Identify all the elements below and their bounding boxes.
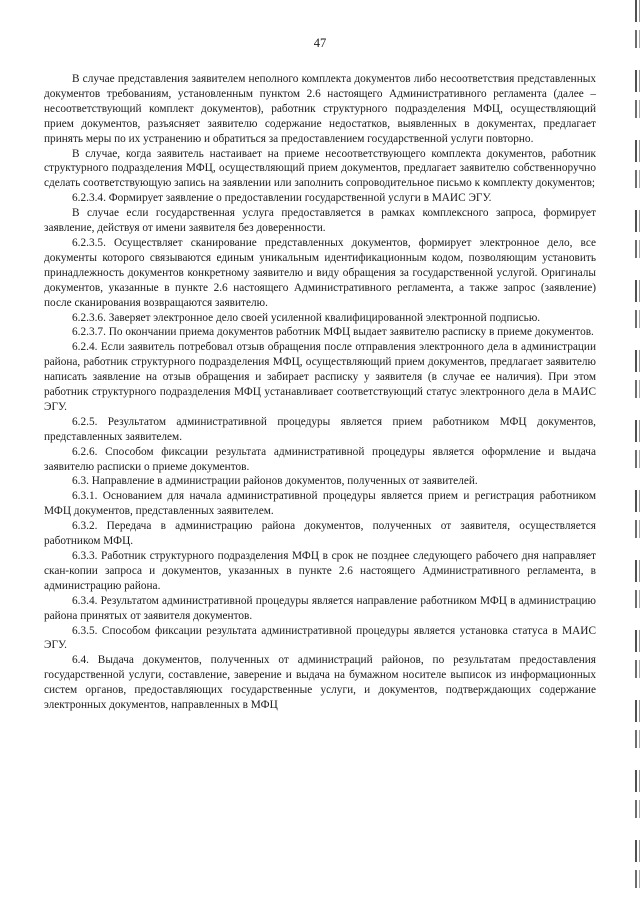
paragraph: 6.2.3.5. Осуществляет сканирование представленных документов, формирует электронное дело, все документы которого связываются единым уникальным идентификационным кодом, позволяющим установить принадлежность документов конкретному заявителю и виду обращения за государственной услугой. Оригиналы документов, указанные в пункте 2.6 настоящего Административного регламента, а также запрос (заявление) после сканирования возвращаются заявителю. (44, 236, 596, 309)
paragraph: 6.3.2. Передача в администрацию района документов, полученных от заявителя, осуществляется работником МФЦ. (44, 520, 596, 548)
paragraph: 6.2.3.7. По окончании приема документов работник МФЦ выдает заявителю расписку в приеме документов. (72, 326, 594, 339)
paragraph: 6.2.4. Если заявитель потребовал отзыв обращения после отправления электронного дела в администрации района, работник структурного подразделения МФЦ, осуществляющий прием документов, предлагает заявителю написать заявление на отзыв обращения и забирает расписку у заявителя (в случае ее наличия). При этом работник структурного подразделения МФЦ устанавливает соответствующий статус электронного дела в МАИС ЭГУ. (44, 341, 596, 413)
paragraph: В случае представления заявителем неполного комплекта документов либо несоответствия представленных документов требованиям, установленным пунктом 2.6 настоящего Административного регламента (далее – несоответствующий комплект документов), работник структурного подразделения МФЦ, осуществляющий прием документов, разъясняет заявителю содержание недостатков, выявленных в документах, предлагает принять меры по их устранению и обратиться за предоставлением государственной услуги повторно. (44, 73, 596, 145)
paragraph: 6.2.3.4. Формирует заявление о предоставлении государственной услуги в МАИС ЭГУ. (72, 192, 492, 205)
paragraph: 6.2.3.6. Заверяет электронное дело своей усиленной квалифицированной электронной подписью. (72, 311, 541, 324)
section-heading: 6.3. Направление в администрации районов документов, полученных от заявителей. (72, 475, 478, 488)
paragraph: 6.3.3. Работник структурного подразделения МФЦ в срок не позднее следующего рабочего дня направляет скан-копии запроса и документов, указанных в пункте 2.6 настоящего Административного регламента, в администрацию района. (44, 550, 596, 592)
paragraph: 6.3.5. Способом фиксации результата административной процедуры является установка статуса в МАИС ЭГУ. (44, 624, 596, 652)
section-heading: 6.4. Выдача документов, полученных от администраций районов, по результатам предоставления государственной услуги, составление, заверение и выдача на бумажном носителе выписок из информационных систем органов, предоставляющих государственные услуги, и документов, подтверждающих содержание электронных документов, направленных в МФЦ (44, 654, 596, 712)
paragraph: В случае если государственная услуга предоставляется в рамках комплексного запроса, формирует заявление, действуя от имени заявителя без доверенности. (44, 207, 596, 235)
paragraph: 6.3.1. Основанием для начала административной процедуры является прием и регистрация работником МФЦ документов, представленных заявителем. (44, 490, 596, 518)
paragraph: 6.2.6. Способом фиксации результата административной процедуры является оформление и выдача заявителю расписки о приеме документов. (44, 445, 596, 473)
page-number: 47 (313, 36, 327, 50)
paragraph: 6.3.4. Результатом административной процедуры является направление работником МФЦ в администрацию района принятых от заявителя документов. (44, 594, 596, 622)
document-body (44, 72, 596, 713)
paragraph: В случае, когда заявитель настаивает на приеме несоответствующего комплекта документов, работник структурного подразделения МФЦ, осуществляющий прием документов, предлагает заявителю собственноручно сделать соответствующую запись на заявлении или заполнить сопроводительное письмо к комплекту документов; (44, 147, 596, 190)
paragraph: 6.2.5. Результатом административной процедуры является прием работником МФЦ документов, представленных заявителем. (44, 415, 596, 443)
scan-edge-artifact (635, 0, 637, 905)
